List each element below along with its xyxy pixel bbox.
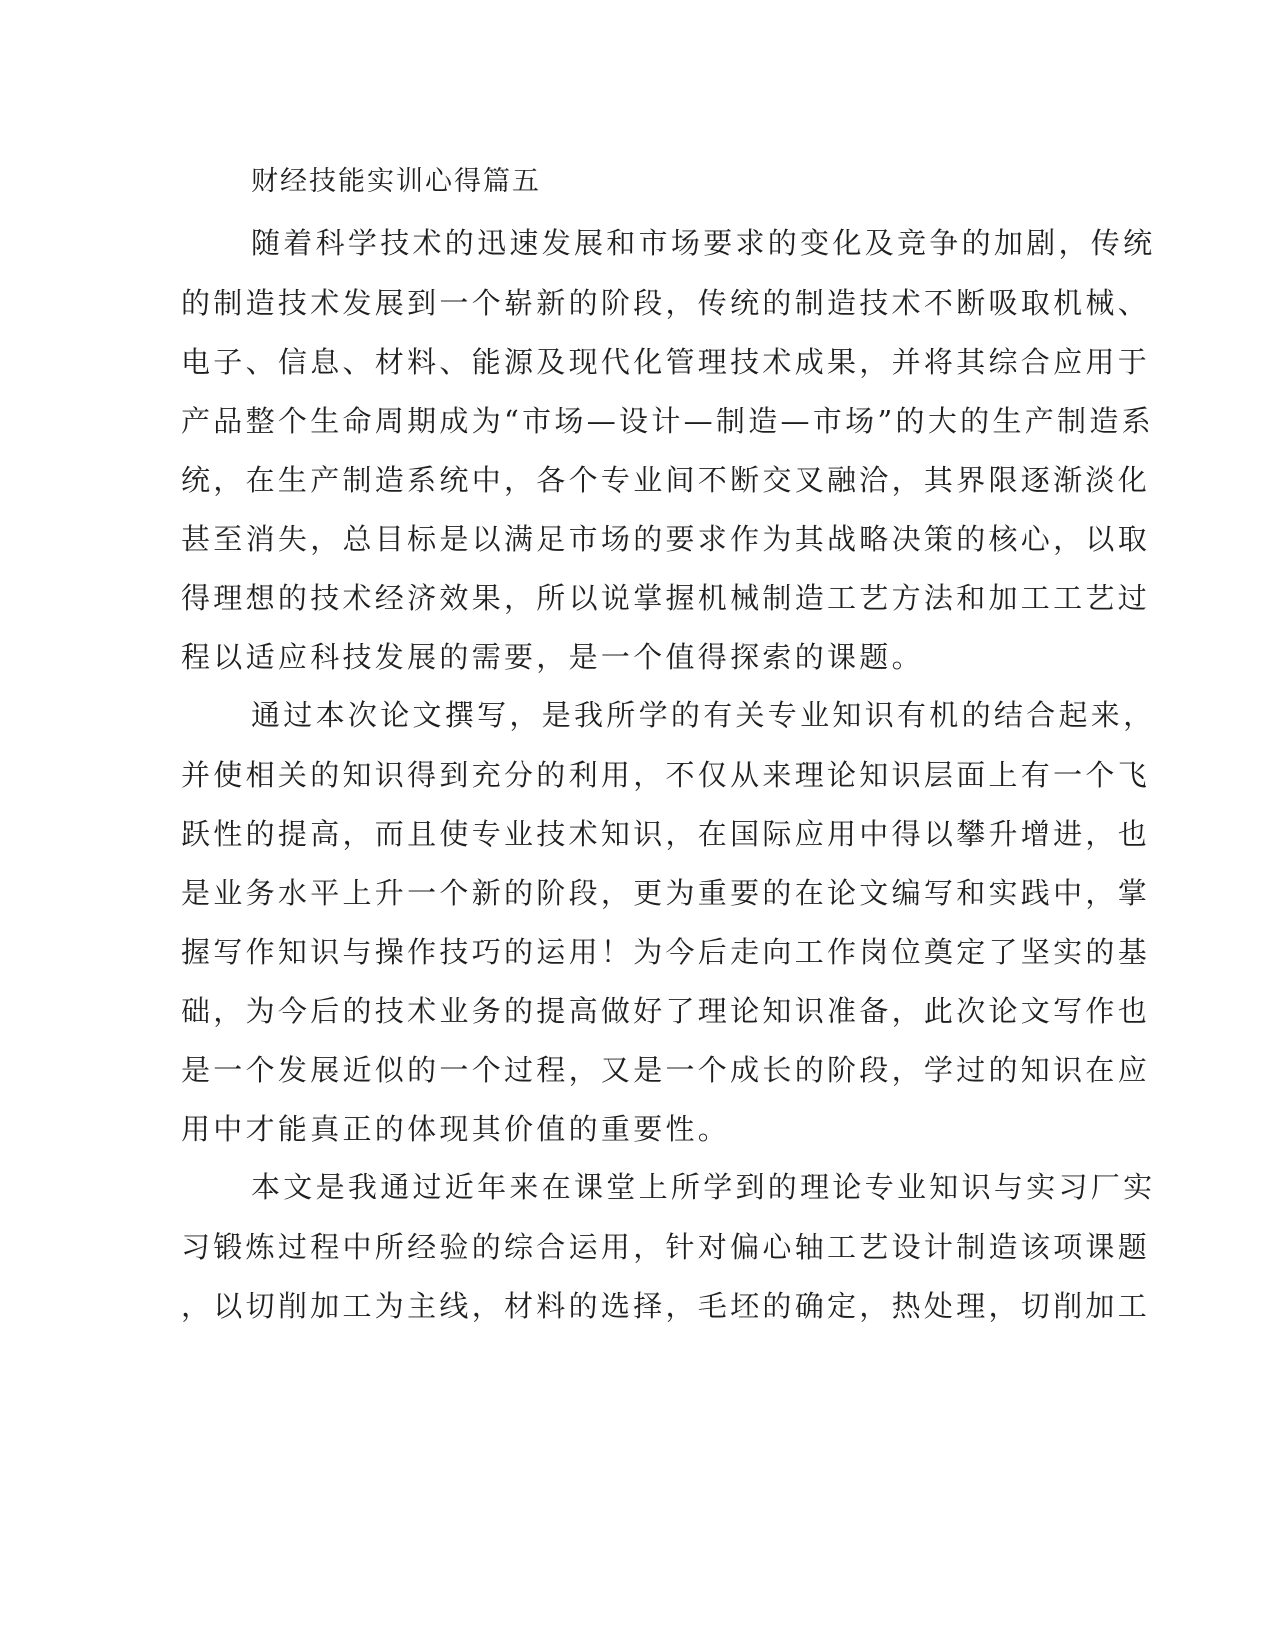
paragraph-3-line-1: 本文是我通过近年来在课堂上所学到的理论专业知识与实习厂实 [251,1170,1156,1204]
paragraph-1-line-7: 得理想的技术经济效果，所以说掌握机械制造工艺方法和加工工艺过 [181,581,1151,615]
document-heading: 财经技能实训心得篇五 [251,166,541,197]
paragraph-1-line-6: 甚至消失，总目标是以满足市场的要求作为其战略决策的核心，以取 [181,522,1151,556]
paragraph-1-line-4: 产品整个生命周期成为“市场—设计—制造—市场”的大的生产制造系 [181,404,1154,438]
paragraph-2-line-7: 是一个发展近似的一个过程，又是一个成长的阶段，学过的知识在应 [181,1053,1151,1087]
paragraph-1-line-2: 的制造技术发展到一个崭新的阶段，传统的制造技术不断吸取机械、 [181,286,1151,320]
paragraph-2-line-1: 通过本次论文撰写，是我所学的有关专业知识有机的结合起来， [251,698,1156,732]
paragraph-1-line-1: 随着科学技术的迅速发展和市场要求的变化及竞争的加剧，传统 [251,226,1156,260]
paragraph-2-line-6: 础，为今后的技术业务的提高做好了理论知识准备，此次论文写作也 [181,994,1151,1028]
paragraph-1-line-3: 电子、信息、材料、能源及现代化管理技术成果，并将其综合应用于 [181,345,1151,379]
paragraph-1-line-8: 程以适应科技发展的需要，是一个值得探索的课题。 [181,640,924,674]
paragraph-3-line-3: ，以切削加工为主线，材料的选择，毛坯的确定，热处理，切削加工 [181,1289,1151,1323]
paragraph-2-line-3: 跃性的提高，而且使专业技术知识，在国际应用中得以攀升增进，也 [181,817,1151,851]
paragraph-1-line-5: 统，在生产制造系统中，各个专业间不断交叉融洽，其界限逐渐淡化 [181,463,1151,497]
paragraph-2-line-2: 并使相关的知识得到充分的利用，不仅从来理论知识层面上有一个飞 [181,758,1151,792]
paragraph-2-line-8: 用中才能真正的体现其价值的重要性。 [181,1112,731,1146]
paragraph-3-line-2: 习锻炼过程中所经验的综合运用，针对偏心轴工艺设计制造该项课题 [181,1230,1151,1264]
paragraph-2-line-4: 是业务水平上升一个新的阶段，更为重要的在论文编写和实践中，掌 [181,876,1151,910]
paragraph-2-line-5: 握写作知识与操作技巧的运用！为今后走向工作岗位奠定了坚实的基 [181,935,1151,969]
